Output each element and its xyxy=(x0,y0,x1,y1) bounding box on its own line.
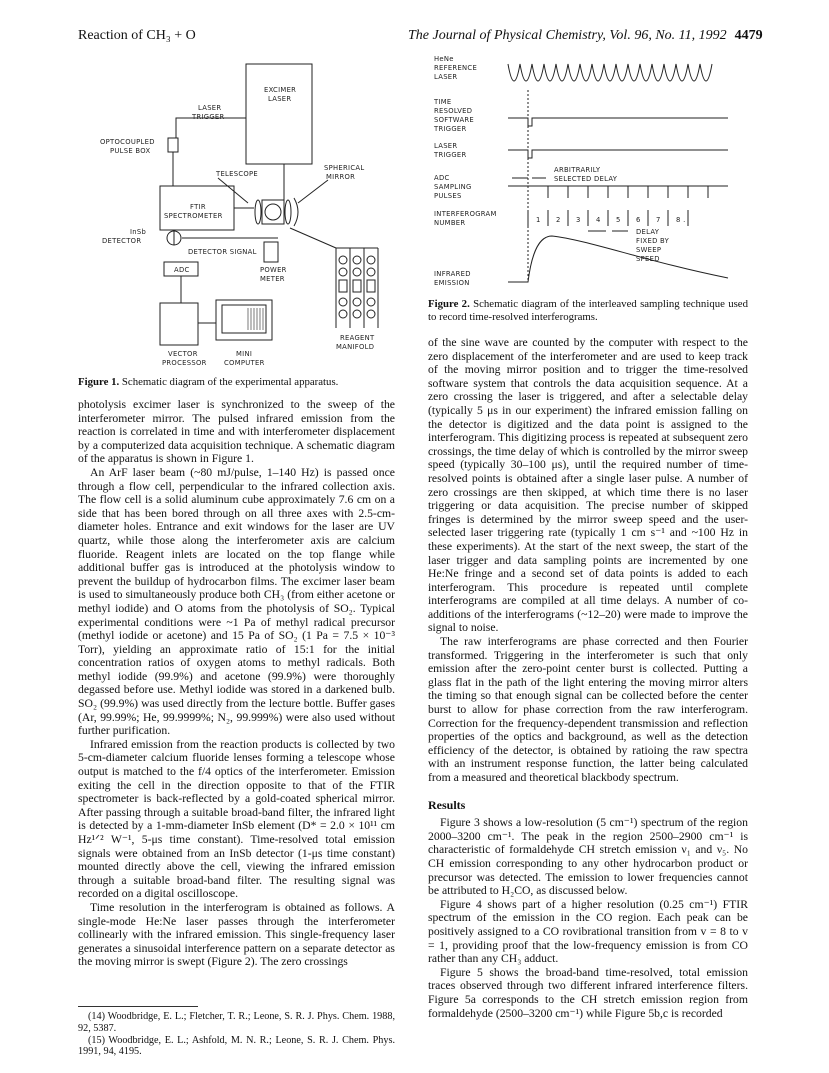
label-vector-1: VECTOR xyxy=(168,350,198,358)
figure-2-caption-number: Figure 2. xyxy=(428,298,470,310)
label-hene-2: REFERENCE xyxy=(434,64,478,72)
software-trigger-trace xyxy=(508,118,728,126)
label-infrared: INFRARED xyxy=(434,270,471,278)
label-excimer-laser: LASER xyxy=(268,95,292,103)
figure-2-caption xyxy=(428,298,748,323)
section-heading-results: Results xyxy=(428,797,466,812)
label-mini-2: COMPUTER xyxy=(224,359,265,367)
interferogram-number: 2 xyxy=(556,216,561,224)
right-column-body xyxy=(428,336,748,1020)
figure-1-caption xyxy=(78,376,395,389)
label-time-3: SOFTWARE xyxy=(434,116,475,124)
interferogram-number-boxes xyxy=(528,210,688,226)
infrared-emission-curve xyxy=(508,236,728,282)
label-selected-delay: SELECTED DELAY xyxy=(554,175,618,183)
label-time-4: TRIGGER xyxy=(434,125,467,133)
label-reagent-2: MANIFOLD xyxy=(336,343,375,351)
power-meter-box xyxy=(264,242,278,262)
label-excimer: EXCIMER xyxy=(264,86,297,94)
interferogram-number: 3 xyxy=(576,216,581,224)
references xyxy=(78,1011,395,1058)
label-adc-2: SAMPLING xyxy=(434,183,472,191)
footnote-rule xyxy=(78,1006,198,1007)
label-time-1: TIME xyxy=(434,98,452,106)
mini-computer xyxy=(216,300,272,340)
optocoupled-pulse-box xyxy=(168,138,178,152)
reagent-manifold xyxy=(290,228,378,328)
figure-1-apparatus-diagram xyxy=(78,58,398,370)
label-hene-1: HeNe xyxy=(434,55,454,63)
label-insb-2: DETECTOR xyxy=(102,237,142,245)
label-ftir: FTIR xyxy=(190,203,206,211)
label-adc: ADC xyxy=(174,266,190,274)
paragraph: Figure 4 shows part of a higher resolution (0.25 cm⁻¹) FTIR spectrum of the emission in the CO region. Each peak can be positively assigned to a CO rovibrational transition from v = 8 to v = 1, providing proof that the low-frequency emission is from CO rather than any CH₃ adduct. xyxy=(428,897,748,966)
interferogram-number: 5 xyxy=(616,216,621,224)
paragraph: of the sine wave are counted by the computer with respect to the zero displacement of the interferometer and are used to keep track of the moving mirror position and to trigger the time-resolved software system that controls the data acquisition sequence. At a zero crossing the laser is triggered, and after a selectable delay (typically 5 μs in our experiment) the infrared emission falling on the detector is digitized and the data point is assigned to the interferogram. This digitizing process is repeated at subsequent zero crossings, the time delay of which is controlled by the mirror sweep speed (typically 30–100 μs), until the required number of time-resolved points is obtained after a single laser pulse. A number of zero crossings are then skipped, at which time there is no laser triggering or data acquisition. The precise number of skipped fringes is determined by the mirror sweep speed and the user-selected laser triggering rate (typically 1 cm s⁻¹ and ~100 Hz in these experiments). At the start of the next sweep, the start of the laser trigger and data sampling points are incremented by one He:Ne fringe and a second set of data points is added to each interferogram. This procedure is repeated until complete interferograms are compiled at all time delays. A number of co-additions of the interferograms (~12–20) were made to improve the signal to noise. xyxy=(428,336,748,635)
interferogram-number: 6 xyxy=(636,216,641,224)
interferogram-number: 8 . xyxy=(676,216,686,224)
label-opto-1: OPTOCOUPLED xyxy=(100,138,155,146)
label-hene-3: LASER xyxy=(434,73,458,81)
label-spherical-2: MIRROR xyxy=(326,173,356,181)
paragraph: Infrared emission from the reaction products is collected by two 5-cm-diameter calcium fluoride lenses forming a telescope whose output is matched to the f/4 optics of the interferometer. Emission exiting the cell in the direction opposite to that of the FTIR spectrometer is back-reflected by a gold-coated spherical mirror. After passing through a suitable broad-band filter, the infrared light is detected by a 1-mm-diameter InSb element (D* = 2.0 × 10¹¹ cm Hz¹ᐟ² W⁻¹, 5-μs time constant). Time-resolved total emission signals were obtained from an InSb detector (1-μs time constant) mounted directly above the cell, viewing the infrared emission through a suitable broad-band filter. The resulting signal was recorded on a digital oscilloscope. xyxy=(78,737,395,901)
label-emission: EMISSION xyxy=(434,279,470,287)
label-laser-trigger-2: TRIGGER xyxy=(434,151,467,159)
label-fixed-by: FIXED BY xyxy=(636,237,670,245)
page-number: 4479 xyxy=(734,28,763,43)
running-head: Reaction of CH₃ + O xyxy=(78,28,196,43)
journal-title: The Journal of Physical Chemistry, Vol. 96, No. 11, 1992 xyxy=(408,28,727,43)
label-adc-3: PULSES xyxy=(434,192,462,200)
left-column-body xyxy=(78,398,395,969)
figure-2-timing-diagram xyxy=(428,50,750,296)
adc-sampling-pulses xyxy=(508,186,728,198)
interferogram-number: 1 xyxy=(536,216,541,224)
figure-2-caption-text: Schematic diagram of the interleaved sampling technique used to record time-resolved interferograms. xyxy=(428,298,749,323)
paragraph: Time resolution in the interferogram is obtained as follows. A single-mode He:Ne laser passes through the interferometer collinearly with the infrared emission. This single-frequency laser generates a sinusoidal interference pattern on a separate detector as the moving mirror is swept (Figure 2). The zero crossings xyxy=(78,900,395,969)
label-spectrometer: SPECTROMETER xyxy=(164,212,223,220)
label-interferogram: INTERFEROGRAM xyxy=(434,210,497,218)
label-opto-2: PULSE BOX xyxy=(110,147,151,155)
label-mini-1: MINI xyxy=(236,350,253,358)
interferogram-number: 7 xyxy=(656,216,661,224)
label-laser-trigger-1: LASER xyxy=(434,142,458,150)
hene-sine-wave xyxy=(508,64,712,81)
label-reagent-1: REAGENT xyxy=(340,334,375,342)
label-vector-2: PROCESSOR xyxy=(162,359,207,367)
paragraph: The raw interferograms are phase corrected and then Fourier transformed. Triggering in the interferometer is such that only emission after the zero-point center burst is collected. Putting a glass flat in the path of the light entering the moving mirror alters the timing so that enough signal can be collected before the center burst to allow for phase correction from the raw interferogram. Correction for the frequency-dependent transmission and reflection properties of the optics and background, as well as the detection efficiency of the detector, is obtained by ratioing the raw spectra with an instrument response function, the latter being calculated from a measured and theoretical blackbody spectrum. xyxy=(428,635,748,784)
label-power-1: POWER xyxy=(260,266,287,274)
excimer-laser-box xyxy=(246,64,312,164)
label-laser-trigger-2: TRIGGER xyxy=(192,113,225,121)
label-telescope: TELESCOPE xyxy=(216,170,259,178)
label-delay: DELAY xyxy=(636,228,660,236)
paragraph: Figure 3 shows a low-resolution (5 cm⁻¹) spectrum of the region 2000–3200 cm⁻¹. The peak in the region 2500–2900 cm⁻¹ is characteristic of formaldehyde CH stretch emission ν₁ and ν₅. No CH emission corresponding to any other hydrocarbon product or precursor was detected. The emission to lower frequencies cannot be attributed to H₂CO, as discussed below. xyxy=(428,816,748,898)
label-spherical-1: SPHERICAL xyxy=(324,164,365,172)
laser-trigger-trace xyxy=(508,150,728,158)
interferogram-number: 4 xyxy=(596,216,601,224)
label-time-2: RESOLVED xyxy=(434,107,473,115)
label-detector-signal: DETECTOR SIGNAL xyxy=(188,248,257,256)
label-laser-trigger-1: LASER xyxy=(198,104,222,112)
journal-citation xyxy=(408,28,763,44)
paragraph: An ArF laser beam (~80 mJ/pulse, 1–140 Hz) is passed once through a flow cell, perpendicular to the infrared collection axis. The flow cell is a solid aluminum cube approximately 7.6 cm on a side that has been bored through on all three axes with 2.5-cm-diameter holes. Entrance and exit windows for the laser are UV quartz, while those along the interferometer axis are calcium fluoride. Reagent inlets are located on the top flange while additional buffer gas is introduced at the photolysis window to prevent the buildup of hydrocarbon films. The excimer laser beam is used to simultaneously produce both CH₃ (from either acetone or methyl iodide) and O atoms from the photolysis of SO₂. Typical experimental conditions were ~1 Pa of methyl radical precursor (methyl iodide or acetone) and 15 Pa of SO₂ (1 Pa = 7.5 × 10⁻³ Torr), yielding an approximate ratio of 15:1 for the initial concentration ratios of oxygen atoms to methyl radicals. Both methyl iodide (99.9%) and acetone (99.9%) were thoroughly degassed before use. Methyl iodide was stored in a darkened bulb. SO₂ (99.9%) was used directly from the lecture bottle. Buffer gases (Ar, 99.99%; He, 99.9999%; N₂, 99.999%) were also used without further purification. xyxy=(78,465,395,738)
reference-item: (15) Woodbridge, E. L.; Ashfold, M. N. R.; Leone, S. R. J. Chem. Phys. 1991, 94, 4195. xyxy=(78,1034,395,1058)
label-speed: SPEED xyxy=(636,255,660,263)
figure-1-caption-text: Schematic diagram of the experimental apparatus. xyxy=(121,376,339,388)
label-insb-1: InSb xyxy=(130,228,147,236)
paragraph: photolysis excimer laser is synchronized to the sweep of the interferometer mirror. The pulsed infrared emission from the reaction is correlated in time and with interferometer displacement by a computerized data acquisition technique. A schematic diagram of the apparatus is shown in Figure 1. xyxy=(78,398,395,466)
label-power-2: METER xyxy=(260,275,285,283)
label-arbitrarily: ARBITRARILY xyxy=(554,166,601,174)
paragraph: Figure 5 shows the broad-band time-resolved, total emission traces observed through two different infrared interference filters. Figure 5a corresponds to the CH stretch emission region from formaldehyde (2500–3200 cm⁻¹) while Figure 5b,c is recorded xyxy=(428,965,748,1020)
label-sweep: SWEEP xyxy=(636,246,662,254)
figure-1-caption-number: Figure 1. xyxy=(78,376,120,388)
label-adc-1: ADC xyxy=(434,174,450,182)
vector-processor-box xyxy=(160,303,198,345)
reference-item: (14) Woodbridge, E. L.; Fletcher, T. R.; Leone, S. R. J. Phys. Chem. 1988, 92, 5387. xyxy=(78,1011,395,1034)
label-number: NUMBER xyxy=(434,219,466,227)
